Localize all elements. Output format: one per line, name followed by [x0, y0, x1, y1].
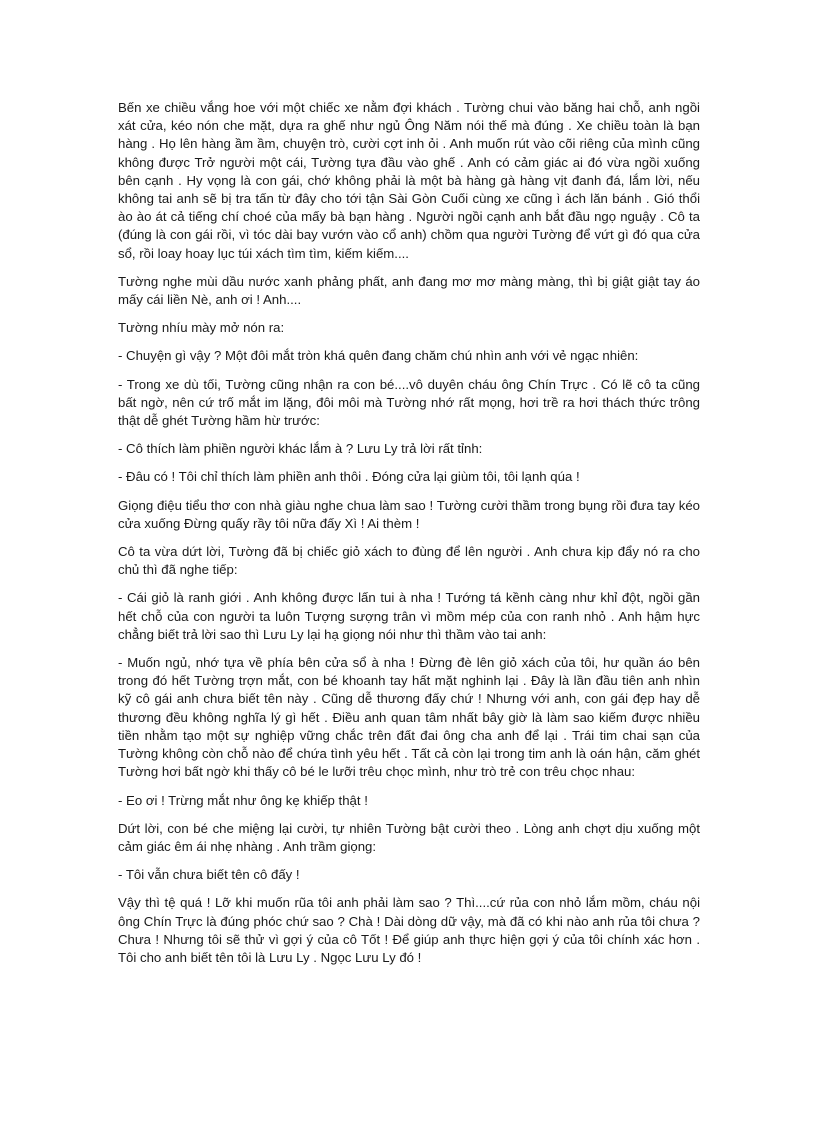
paragraph-15: Vậy thì tệ quá ! Lỡ khi muốn rũa tôi anh phải làm sao ? Thì....cứ rủa con nhỏ lắm mồm, cháu nội ông Chín Trực là đúng phóc chứ sao ? Chà ! Dài dòng dữ vậy, mà đã có khi nào anh rủa tôi chưa ? Chưa ! Nhưng tôi sẽ thử vì gợi ý của cô Tốt ! Để giúp anh thực hiện gợi ý của tôi chính xác hơn . Tôi cho anh biết tên tôi là Lưu Ly . Ngọc Lưu Ly đó !: [118, 895, 700, 965]
paragraph-7: - Đâu có ! Tôi chỉ thích làm phiền anh thôi . Đóng cửa lại giùm tôi, tôi lạnh qúa !: [118, 469, 580, 485]
paragraph-13: Dứt lời, con bé che miệng lại cười, tự nhiên Tường bật cười theo . Lòng anh chợt dịu xuống một cảm giác êm ái nhẹ nhàng . Anh trầm giọng:: [118, 820, 700, 854]
paragraph-4: - Chuyện gì vậy ? Một đôi mắt tròn khá quên đang chăm chú nhìn anh với vẻ ngạc nhiên:: [118, 348, 639, 364]
paragraph-8: Giọng điệu tiểu thơ con nhà giàu nghe chua làm sao ! Tường cười thầm trong bụng rồi đưa tay kéo cửa xuống Đừng quấy rầy tôi nữa đấy Xì ! Ai thèm !: [118, 497, 700, 531]
paragraph-12: - Eo ơi ! Trừng mắt như ông kẹ khiếp thật !: [118, 792, 368, 808]
paragraph-5: - Trong xe dù tối, Tường cũng nhận ra con bé....vô duyên cháu ông Chín Trực . Có lẽ cô ta cũng bất ngờ, nên cứ trố mắt im lặng, đôi môi mà Tường nhớ rất mọng, hơi trề ra hơi thách thức trông thật dễ ghét Tường hầm hừ trước:: [118, 376, 700, 429]
document-page: [118, 99, 700, 977]
paragraph-10: - Cái giỏ là ranh giới . Anh không được lấn tui à nha ! Tướng tá kềnh càng như khỉ đột, ngồi gần hết chỗ của con người ta luôn Tượng sượng trân vì mồm mép của con ranh nhỏ . Anh hậm hực chẳng biết trả lời sao thì Lưu Ly lại hạ giọng nói như thì thầm vào tai anh:: [118, 590, 700, 642]
paragraph-9: Cô ta vừa dứt lời, Tường đã bị chiếc giỏ xách to đùng để lên người . Anh chưa kịp đẩy nó ra cho chủ thì đã nghe tiếp:: [118, 544, 700, 578]
paragraph-3: Tường nhíu mày mở nón ra:: [118, 320, 285, 336]
paragraph-14: - Tôi vẫn chưa biết tên cô đấy !: [118, 867, 300, 883]
paragraph-1: Bến xe chiều vắng hoe với một chiếc xe nằm đợi khách . Tường chui vào băng hai chỗ, anh ngồi xát cửa, kéo nón che mặt, dựa ra ghế như ngủ Ông Năm nói thế mà đúng . Xe chiều toàn là bạn hàng . Họ lên hàng ầm ầm, chuyện trò, cười cợt inh ỏi . Anh muốn rút vào cõi riêng của mình cũng không được Trở người một cái, Tường tựa đầu vào ghế . Anh có cảm giác ai đó vừa ngồi xuống bên cạnh . Hy vọng là con gái, chớ không phải là một bà hàng gà hàng vịt đanh đá, lắm lời, nếu không tai anh sẽ bị tra tấn từ đây cho tới tận Sài Gòn Cuối cùng xe cũng ì ách lăn bánh . Gió thổi ào ào át cả tiếng chí choé của mấy bà bạn hàng . Người ngồi cạnh anh bắt đầu ngọ nguậy . Cô ta (đúng là con gái rồi, vì tóc dài bay vướn vào cổ anh) chồm qua người Tường để vứt gì đó qua cửa sổ, rồi loay hoay lục túi xách tìm tìm, kiếm kiếm....: [118, 100, 700, 261]
paragraph-6: - Cô thích làm phiền người khác lắm à ? Lưu Ly trả lời rất tỉnh:: [118, 441, 483, 457]
paragraph-11: - Muốn ngủ, nhớ tựa về phía bên cửa sổ à nha ! Đừng đè lên giỏ xách của tôi, hư quần áo bên trong đó hết Tường trợn mắt, con bé khoanh tay hất mặt nghinh lại . Đây là lần đầu tiên anh nhìn kỹ cô gái anh chưa biết tên này . Cũng dễ thương đấy chứ ! Nhưng với anh, con gái đẹp hay dễ thương đều không nghĩa lý gì hết . Điều anh quan tâm nhất bây giờ là làm sao kiếm được nhiều tiền nhằm tạo một sự nghiệp vững chắc trên đất đai ông cha anh để lại . Trái tim chai sạn của Tường không còn chỗ nào để chứa tình yêu hết . Tất cả còn lại trong tim anh là oán hận, căm ghét Tường hơi bất ngờ khi thấy cô bé le lưỡi trêu chọc mình, như trò trẻ con trêu chọc nhau:: [118, 655, 700, 780]
paragraph-2: Tường nghe mùi dầu nước xanh phảng phất, anh đang mơ mơ màng màng, thì bị giật giật tay áo mấy cái liền Nè, anh ơi ! Anh....: [118, 273, 700, 308]
